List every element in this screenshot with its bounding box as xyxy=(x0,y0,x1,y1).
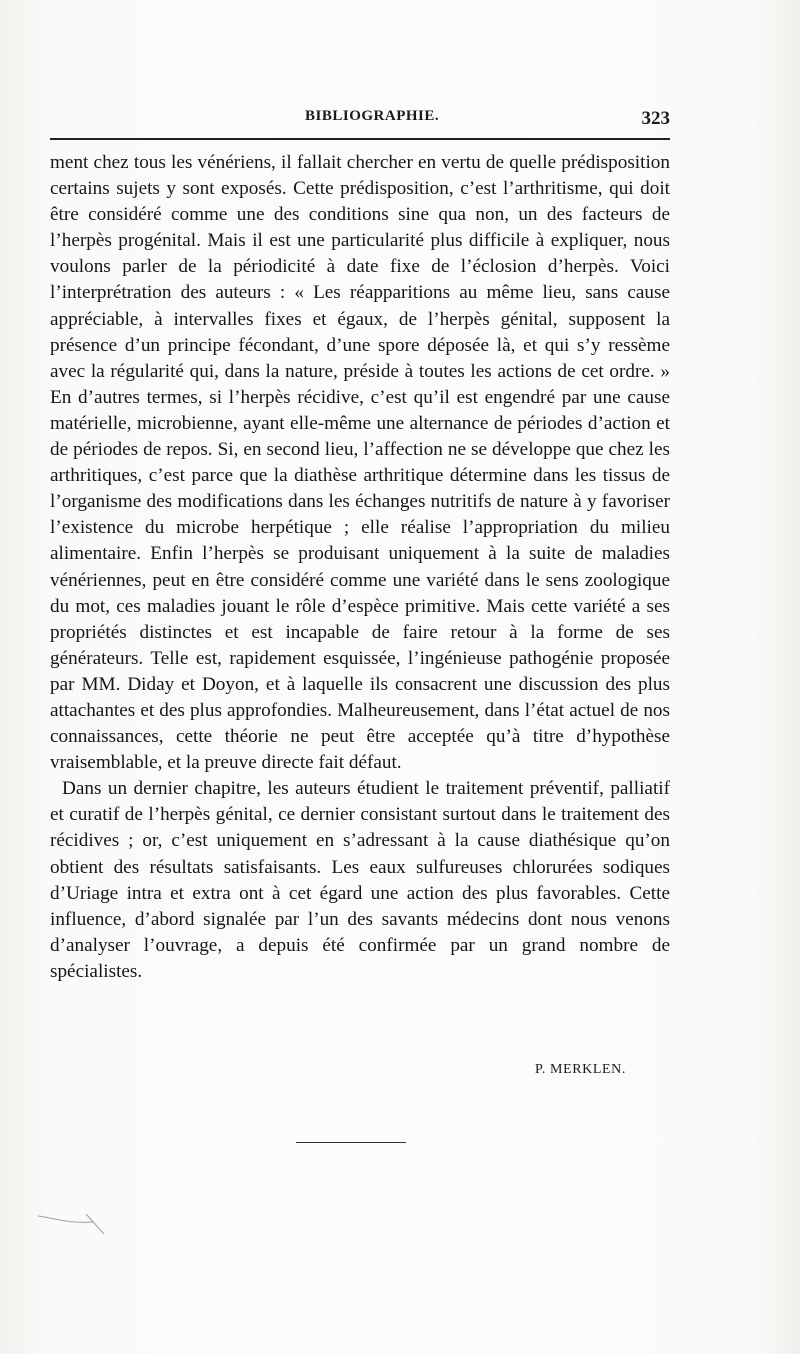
section-end-rule xyxy=(296,1142,406,1143)
ink-mark-icon xyxy=(36,1208,116,1238)
running-header-title: BIBLIOGRAPHIE. xyxy=(305,108,440,124)
paragraph: ment chez tous les vénériens, il fallait chercher en vertu de quelle prédisposition certains sujets y sont exposés. Cette prédisposition, c’est l’arthritisme, qui doit être considéré comme une des conditions sine qua non, un des facteurs de l’herpès progénital. Mais il est une particularité plus difficile à expliquer, nous voulons parler de la périodicité à date fixe de l’éclosion d’herpès. Voici l’interprétration des auteurs : « Les réapparitions au même lieu, sans cause appréciable, à intervalles fixes et égaux, de l’herpès génital, supposent la présence d’un principe fécondant, d’une spore déposée là, et qui s’y ressème avec la régularité qui, dans la nature, préside à toutes les actions de cet ordre. » En d’autres termes, si l’herpès récidive, c’est qu’il est engendré par une cause matérielle, microbienne, ayant elle-même une alternance de périodes d’action et de périodes de repos. Si, en second lieu, l’affection ne se développe que chez les arthritiques, c’est parce que la diathèse arthritique détermine dans les tissus de l’organisme des modifications dans les échanges nutritifs de nature à y favoriser l’existence du microbe herpétique ; elle réalise l’appropriation du milieu alimentaire. Enfin l’herpès se produisant uniquement à la suite de maladies vénériennes, peut en être considéré comme une variété dans le sens zoologique du mot, ces maladies jouant le rôle d’espèce primitive. Mais cette variété a ses propriétés distinctes et est incapable de faire retour à la forme de ses générateurs. Telle est, rapidement esquissée, l’ingénieuse pathogénie proposée par MM. Diday et Doyon, et à laquelle ils consacrent une discussion des plus attachantes et des plus approfondies. Malheureusement, dans l’état actuel de nos connaissances, cette théorie ne peut être acceptée qu’à titre d’hypothèse vraisemblable, et la preuve directe fait défaut. xyxy=(50,152,670,774)
author-signature: P. MERKLEN. xyxy=(535,1062,626,1077)
page-number: 323 xyxy=(641,108,670,129)
body-text xyxy=(50,150,670,985)
paragraph: Dans un dernier chapitre, les auteurs étudient le traitement préventif, palliatif et curatif de l’herpès génital, ce dernier consistant surtout dans le traitement des récidives ; or, c’est uniquement en s’adressant à la cause diathésique qu’on obtient des résultats satisfaisants. Les eaux sulfureuses chlorurées sodiques d’Uriage intra et extra ont à cet égard une action des plus favorables. Cette influence, d’abord signalée par l’un des savants médecins dont nous venons d’analyser l’ouvrage, a depuis été confirmée par un grand nombre de spécialistes. xyxy=(50,778,670,982)
header-rule xyxy=(50,138,670,140)
running-header xyxy=(50,108,670,134)
